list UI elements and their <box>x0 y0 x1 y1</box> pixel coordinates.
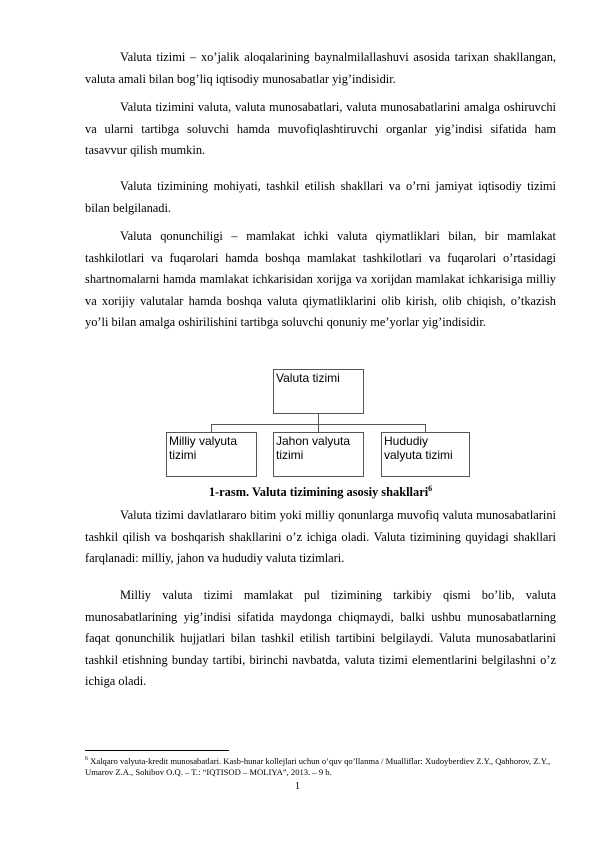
diagram-root-node: Valuta tizimi <box>273 369 364 414</box>
footnote-mark: 6 <box>85 756 88 762</box>
footnote-text: Xalqaro valyuta-kredit munosabatlari. Kasb-hunar kollejlari uchun o’quv qo’llanma / Mualliflar: Xudoyberdiev Z.Y., Qahhorov, Z.Y., Umarov Z.A., Sohibov O.Q. – T.: “IQTISOD – MOLIYA”, 2013. – 9 b. <box>85 755 551 777</box>
diagram-connector-right <box>425 424 426 432</box>
figure-caption <box>85 484 556 500</box>
diagram-node-milliy: Milliy valyuta tizimi <box>166 432 257 477</box>
figure-caption-text: 1-rasm. Valuta tizimining asosiy shakllari <box>208 485 429 500</box>
diagram-connector-root <box>318 414 319 424</box>
paragraph-valuta-tizimi-definition: Valuta tizimi – xo’jalik aloqalarining baynalmilallashuvi asosida tarixan shakllangan, valuta amali bilan bog’liq iqtisodiy munosabatlar yig’indisidir. <box>85 50 556 86</box>
diagram-connector-middle <box>318 424 319 432</box>
diagram-node-jahon: Jahon valyuta tizimi <box>273 432 364 477</box>
paragraph-valuta-tizimi-essence: Valuta tizimining mohiyati, tashkil etilish shakllari va o’rni jamiyat iqtisodiy tizimi bilan belgilanadi. <box>85 179 556 215</box>
page-number: 1 <box>295 781 300 792</box>
footnote-divider <box>85 750 229 751</box>
footnote <box>85 754 556 778</box>
paragraph-valuta-qonunchiligi: Valuta qonunchiligi – mamlakat ichki valuta qiymatliklari bilan, bir mamlakat tashkilotlari va fuqarolari hamda boshqa mamlakat tashkilotlari va fuqarolari o’rtasidagi shartnomalarni hamda mamlakat ichkarisidan xorijga va xorijdan mamlakat ichkarisiga milliy va xorijiy valutalar hamda boshqa valuta qiymatliklarini olib kirish, olib chiqish, o’tkazish yo’li bilan amalga oshirilishini tartibga soluvchi qonuniy me’yorlar yig’indisidir. <box>85 229 556 329</box>
paragraph-valuta-tizimi-forms: Valuta tizimi davlatlararo bitim yoki milliy qonunlarga muvofiq valuta munosabatlarini tashkil qilish va boshqarish shakllarini o’z ichiga oladi. Valuta tizimining quyidagi shakllari farqlanadi: milliy, jahon va hududiy valuta tizimlari. <box>85 508 556 565</box>
paragraph-milliy-valuta-tizimi: Milliy valuta tizimi mamlakat pul tizimining tarkibiy qismi bo’lib, valuta munosabatlarining yig’indisi sifatida maydonga chiqmaydi, balki ushbu munosabatlarning faqat qonunchilik hujjatlari bilan tashkil etilish tartibini belgilaydi. Valuta munosabatlarini tashkil etishning bunday tartibi, birinchi navbatda, valuta tizimi elementlarini belgilashni o’z ichiga oladi. <box>85 588 556 688</box>
diagram-node-hududiy: Hududiy valyuta tizimi <box>381 432 470 477</box>
paragraph-valuta-tizimi-components: Valuta tizimini valuta, valuta munosabatlari, valuta munosabatlarini amalga oshiruvchi va ularni tartibga soluvchi hamda muvofiqlashtiruvchi organlar yig’indisi sifatida ham tasavvur qilish mumkin. <box>85 100 556 157</box>
footnote-reference[interactable]: 6 <box>428 484 433 493</box>
diagram-connector-left <box>211 424 212 432</box>
